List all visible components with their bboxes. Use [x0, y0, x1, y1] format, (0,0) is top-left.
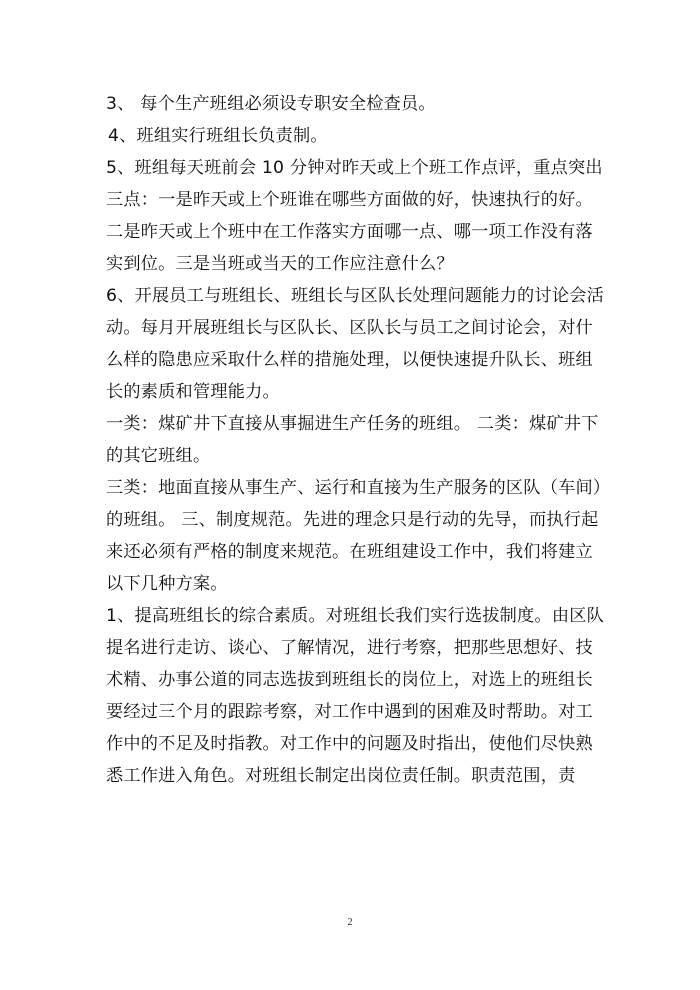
paragraph-category-1-2: 一类：煤矿井下直接从事掘进生产任务的班组。 二类：煤矿井下的其它班组。	[106, 414, 599, 466]
document-body	[106, 88, 606, 792]
page-number: 2	[347, 917, 353, 928]
paragraph-item-6: 6、开展员工与班组长、班组长与区队长处理问题能力的讨论会活动。每月开展班组长与区队长、区队长与员工之间讨论会，对什么样的隐患应采取什么样的措施处理，以便快速提升队长、班组长的素质和管理能力。	[106, 286, 604, 402]
paragraph-item-5: 5、班组每天班前会 10 分钟对昨天或上个班工作点评，重点突出三点：一是昨天或上个班谁在哪些方面做的好，快速执行的好。二是昨天或上个班中在工作落实方面哪一点、哪一项工作没有落实到位。三是当班或当天的工作应注意什么？	[106, 158, 603, 274]
paragraph-item-1: 1、提高班组长的综合素质。对班组长我们实行选拔制度。由区队提名进行走访、谈心、了解情况，进行考察，把那些思想好、技术精、办事公道的同志选拔到班组长的岗位上，对选上的班组长要经过三个月的跟踪考察，对工作中遇到的困难及时帮助。对工作中的不足及时指教。对工作中的问题及时指出，使他们尽快熟悉工作进入角色。对班组长制定出岗位责任制。职责范围，责	[106, 606, 604, 786]
paragraph-item-3: 3、 每个生产班组必须设专职安全检查员。	[106, 94, 436, 114]
paragraph-category-3-and-rules: 三类：地面直接从事生产、运行和直接为生产服务的区队（车间）的班组。 三、制度规范。先进的理念只是行动的先导，而执行起来还必须有严格的制度来规范。在班组建设工作中，我们将建立以下几种方案。	[106, 478, 602, 594]
paragraph-item-4: 4、班组实行班组长负责制。	[108, 126, 328, 146]
